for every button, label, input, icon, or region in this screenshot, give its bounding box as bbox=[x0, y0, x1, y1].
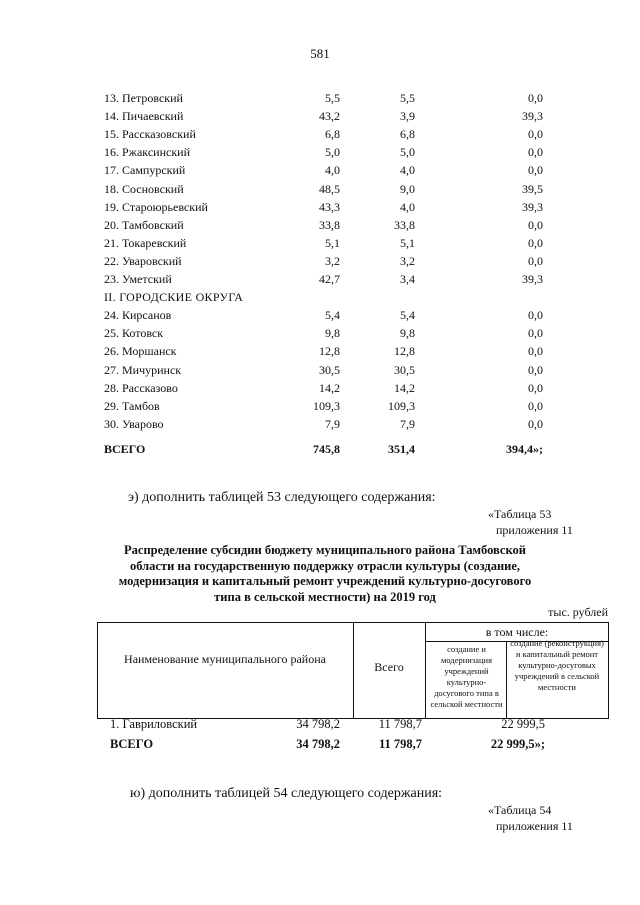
district-part-1: 6,8 bbox=[400, 127, 415, 142]
district-name: 30. Уварово bbox=[104, 416, 164, 431]
district-name: 29. Тамбов bbox=[104, 398, 160, 413]
district-part-1: 9,0 bbox=[400, 181, 415, 196]
district-part-2: 0,0 bbox=[528, 416, 543, 431]
total-label: ВСЕГО bbox=[110, 737, 154, 751]
district-name: 24. Кирсанов bbox=[104, 308, 172, 323]
district-total: 6,8 bbox=[325, 127, 340, 142]
district-name: 22. Уваровский bbox=[104, 253, 182, 268]
district-row bbox=[0, 397, 640, 415]
district-row bbox=[0, 379, 640, 397]
table-53-title: Распределение субсидии бюджету муниципального района Тамбовской области на государственную поддержку отрасли культуры (создание, модернизация и капитальный ремонт учреждений культурно-досугового типа в сельской местности) на 2019 год bbox=[118, 543, 532, 604]
district-part-2: 0,0 bbox=[528, 91, 543, 105]
table-54-appendix: приложения 11 bbox=[496, 819, 573, 833]
row-name: 1. Гавриловский bbox=[110, 717, 198, 731]
district-name: 17. Сампурский bbox=[104, 163, 186, 178]
page-number: 581 bbox=[310, 46, 330, 61]
district-name: 27. Мичуринск bbox=[104, 362, 182, 377]
district-part-1: 4,0 bbox=[400, 199, 415, 214]
row-modernization: 11 798,7 bbox=[378, 717, 422, 731]
district-row bbox=[0, 125, 640, 143]
total-sum: 745,8 bbox=[313, 442, 340, 456]
district-part-2: 0,0 bbox=[528, 253, 543, 268]
district-part-1: 4,0 bbox=[400, 163, 415, 178]
district-part-2: 0,0 bbox=[528, 235, 543, 250]
district-total: 42,7 bbox=[319, 272, 340, 286]
district-total: 43,2 bbox=[319, 109, 340, 124]
district-part-2: 0,0 bbox=[528, 344, 543, 359]
district-name: 20. Тамбовский bbox=[104, 217, 184, 232]
total-part-1: 351,4 bbox=[388, 442, 415, 456]
district-total: 12,8 bbox=[319, 344, 340, 359]
district-total: 48,5 bbox=[319, 181, 340, 196]
district-total: 5,5 bbox=[325, 91, 340, 105]
total-modernization: 11 798,7 bbox=[378, 737, 422, 751]
district-part-1: 12,8 bbox=[394, 344, 415, 359]
district-part-2: 0,0 bbox=[528, 362, 543, 377]
district-part-1: 109,3 bbox=[388, 398, 415, 413]
district-part-2: 0,0 bbox=[528, 308, 543, 323]
district-part-2: 39,5 bbox=[522, 181, 543, 196]
district-row bbox=[0, 306, 640, 324]
district-part-2: 0,0 bbox=[528, 163, 543, 178]
district-total: 43,3 bbox=[319, 199, 340, 214]
amendment-table-54: ю) дополнить таблицей 54 следующего содержания: bbox=[130, 786, 443, 801]
district-row bbox=[0, 270, 640, 288]
total-row bbox=[0, 440, 640, 458]
district-total: 5,1 bbox=[325, 235, 340, 250]
district-part-2: 0,0 bbox=[528, 398, 543, 413]
district-name: 13. Петровский bbox=[104, 91, 183, 105]
district-name: 23. Уметский bbox=[104, 272, 172, 286]
district-part-1: 33,8 bbox=[394, 217, 415, 232]
district-name: 21. Токаревский bbox=[104, 235, 187, 250]
district-name: 19. Староюрьевский bbox=[104, 199, 208, 214]
district-row bbox=[0, 89, 640, 107]
column-including-header: в том числе: bbox=[485, 625, 549, 639]
district-part-1: 7,9 bbox=[400, 416, 415, 431]
district-total: 5,0 bbox=[325, 145, 340, 160]
district-total: 4,0 bbox=[325, 163, 340, 178]
district-row bbox=[0, 342, 640, 360]
table-53-reference bbox=[488, 506, 573, 538]
district-part-1: 5,4 bbox=[400, 308, 415, 323]
district-name: 15. Рассказовский bbox=[104, 127, 196, 142]
table-54-reference bbox=[488, 802, 573, 834]
table-53-appendix: приложения 11 bbox=[496, 523, 573, 537]
district-part-1: 30,5 bbox=[394, 362, 415, 377]
district-part-2: 39,3 bbox=[522, 272, 543, 286]
total-reconstruction: 22 999,5»; bbox=[490, 737, 545, 751]
district-part-2: 39,3 bbox=[522, 109, 543, 124]
district-name: 16. Ржаксинский bbox=[104, 145, 190, 160]
district-total: 9,8 bbox=[325, 326, 340, 341]
district-part-1: 5,1 bbox=[400, 235, 415, 250]
district-row bbox=[0, 234, 640, 252]
district-part-1: 3,4 bbox=[400, 272, 415, 286]
district-total: 109,3 bbox=[313, 398, 340, 413]
table-54-label: «Таблица 54 bbox=[488, 803, 552, 817]
district-name: 26. Моршанск bbox=[104, 344, 177, 359]
district-part-1: 5,5 bbox=[400, 91, 415, 105]
district-total: 30,5 bbox=[319, 362, 340, 377]
district-part-1: 3,9 bbox=[400, 109, 415, 124]
district-part-1: 5,0 bbox=[400, 145, 415, 160]
units-label: тыс. рублей bbox=[548, 605, 608, 619]
table-53-header bbox=[97, 622, 609, 720]
district-part-2: 39,3 bbox=[522, 199, 543, 214]
section-heading-row bbox=[0, 288, 640, 306]
district-part-1: 14,2 bbox=[394, 380, 415, 395]
table-53-row bbox=[0, 715, 640, 733]
district-row bbox=[0, 324, 640, 342]
district-part-2: 0,0 bbox=[528, 326, 543, 341]
total-part-2: 394,4»; bbox=[506, 442, 543, 456]
district-total: 33,8 bbox=[319, 217, 340, 232]
column-total-header: Всего bbox=[374, 660, 404, 674]
district-total: 3,2 bbox=[325, 253, 340, 268]
column-modernization-header: создание и модернизация учреждений культурно-досугового типа в сельской местности bbox=[430, 644, 503, 709]
total-label: ВСЕГО bbox=[104, 442, 146, 456]
district-name: 18. Сосновский bbox=[104, 181, 184, 196]
district-row bbox=[0, 361, 640, 379]
district-part-2: 0,0 bbox=[528, 380, 543, 395]
district-row bbox=[0, 143, 640, 161]
table-53-label: «Таблица 53 bbox=[488, 507, 552, 521]
row-total: 34 798,2 bbox=[296, 717, 340, 731]
row-reconstruction: 22 999,5 bbox=[501, 717, 545, 731]
district-part-1: 9,8 bbox=[400, 326, 415, 341]
district-part-2: 0,0 bbox=[528, 217, 543, 232]
amendment-table-53: э) дополнить таблицей 53 следующего содержания: bbox=[128, 490, 436, 505]
district-row bbox=[0, 198, 640, 216]
district-row bbox=[0, 161, 640, 179]
total-sum: 34 798,2 bbox=[296, 737, 340, 751]
district-row bbox=[0, 216, 640, 234]
district-total: 5,4 bbox=[325, 308, 340, 323]
district-row bbox=[0, 180, 640, 198]
table-53-total-row bbox=[0, 735, 640, 753]
district-name: II. ГОРОДСКИЕ ОКРУГА bbox=[104, 290, 244, 305]
district-name: 28. Рассказово bbox=[104, 380, 178, 395]
district-row bbox=[0, 107, 640, 125]
district-total: 14,2 bbox=[319, 380, 340, 395]
district-part-1: 3,2 bbox=[400, 253, 415, 268]
district-name: 25. Котовск bbox=[104, 326, 164, 341]
district-part-2: 0,0 bbox=[528, 127, 543, 142]
column-reconstruction-header: создание (реконструкция) и капитальный ремонт культурно-досуговых учреждений в сельской местности bbox=[510, 638, 604, 692]
district-row bbox=[0, 415, 640, 433]
district-part-2: 0,0 bbox=[528, 145, 543, 160]
column-name-header: Наименование муниципального района bbox=[124, 652, 326, 666]
district-row bbox=[0, 252, 640, 270]
district-total: 7,9 bbox=[325, 416, 340, 431]
district-name: 14. Пичаевский bbox=[104, 109, 184, 124]
